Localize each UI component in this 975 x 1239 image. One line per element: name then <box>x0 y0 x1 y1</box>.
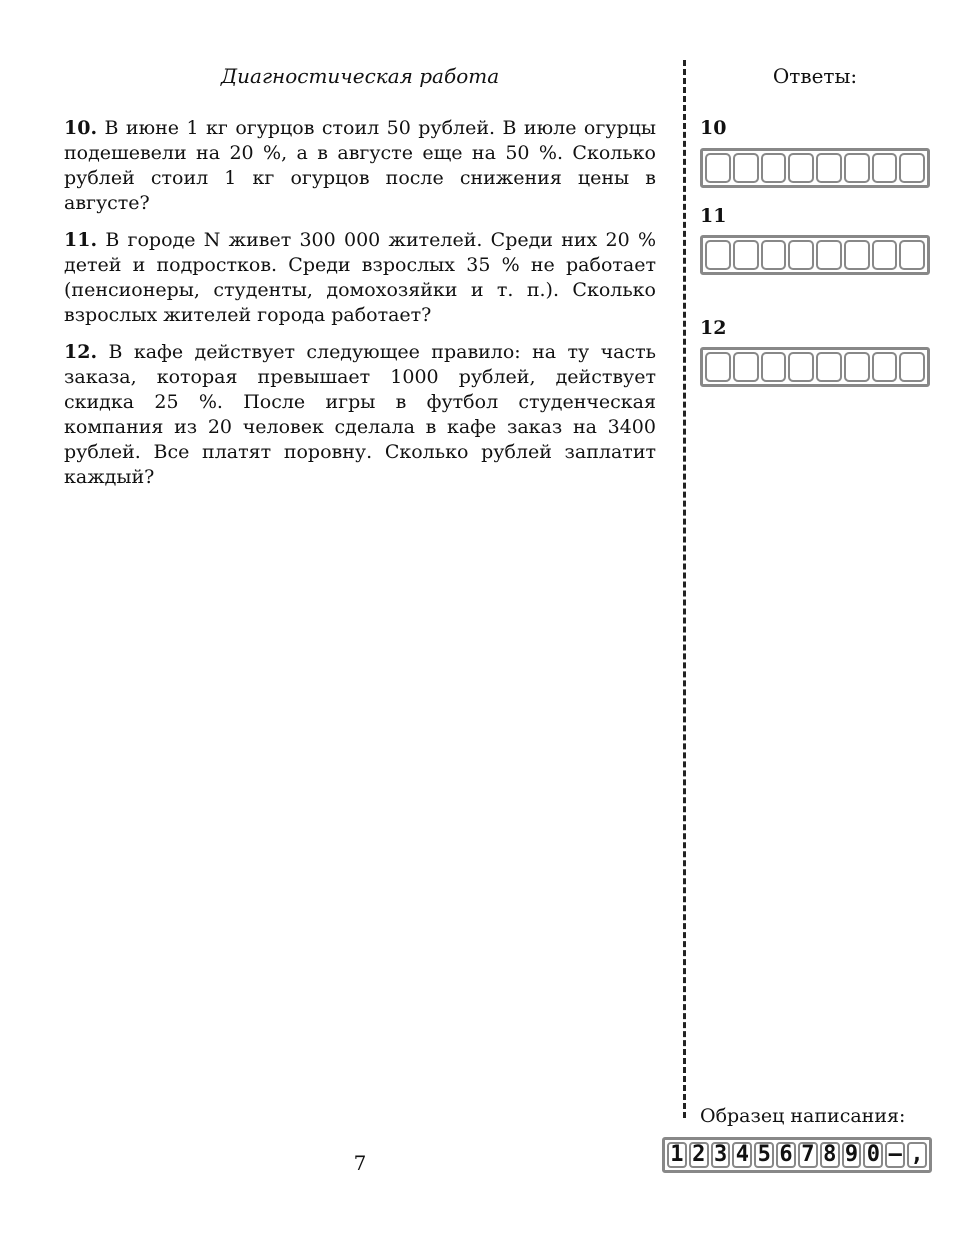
answer-cell[interactable] <box>816 240 842 270</box>
sample-char: – <box>885 1142 905 1168</box>
task-text: В июне 1 кг огурцов стоил 50 рублей. В июле огурцы подешевели на 20 %, а в августе еще на 50 %. Сколько рублей стоил 1 кг огурцов после снижения цены в августе? <box>64 117 656 214</box>
answer-cell[interactable] <box>788 352 814 382</box>
answer-grid-12[interactable] <box>700 347 930 387</box>
answer-cell[interactable] <box>899 352 925 382</box>
task-list <box>64 116 656 502</box>
answer-grid-10[interactable] <box>700 148 930 188</box>
sample-char: 6 <box>776 1142 796 1168</box>
dashed-divider <box>683 60 686 1118</box>
answer-cell[interactable] <box>899 240 925 270</box>
answer-cell[interactable] <box>733 352 759 382</box>
answer-cell[interactable] <box>844 240 870 270</box>
answer-cell[interactable] <box>761 352 787 382</box>
answer-cell[interactable] <box>872 352 898 382</box>
sample-writing-grid <box>662 1137 932 1173</box>
answer-cell[interactable] <box>844 352 870 382</box>
answer-cell[interactable] <box>705 352 731 382</box>
sample-char: 3 <box>711 1142 731 1168</box>
page-number: 7 <box>353 1151 367 1175</box>
sample-char: 8 <box>820 1142 840 1168</box>
answer-cell[interactable] <box>705 153 731 183</box>
answer-label-11: 11 <box>700 205 727 227</box>
task-11 <box>64 228 656 328</box>
task-number: 10. <box>64 117 98 139</box>
answer-cell[interactable] <box>844 153 870 183</box>
task-text: В кафе действует следующее правило: на ту часть заказа, которая превышает 1000 рублей, действует скидка 25 %. После игры в футбол студенческая компания из 20 человек сделала в кафе заказ на 3400 рублей. Все платят поровну. Сколько рублей заплатит каждый? <box>64 341 656 488</box>
task-number: 11. <box>64 229 98 251</box>
answer-cell[interactable] <box>816 352 842 382</box>
sample-char: 0 <box>863 1142 883 1168</box>
answer-cell[interactable] <box>872 240 898 270</box>
answer-cell[interactable] <box>761 240 787 270</box>
answer-cell[interactable] <box>733 153 759 183</box>
answer-cell[interactable] <box>816 153 842 183</box>
running-header: Диагностическая работа <box>220 64 500 88</box>
task-12 <box>64 340 656 490</box>
answer-label-10: 10 <box>700 117 727 139</box>
answer-cell[interactable] <box>788 240 814 270</box>
answer-grid-11[interactable] <box>700 235 930 275</box>
sample-writing-title: Образец написания: <box>700 1105 906 1127</box>
answers-heading: Ответы: <box>772 64 858 88</box>
sample-char: 7 <box>798 1142 818 1168</box>
sample-char: 4 <box>732 1142 752 1168</box>
sample-char: 1 <box>667 1142 687 1168</box>
task-text: В городе N живет 300 000 жителей. Среди них 20 % детей и подростков. Среди взрослых 35 % не работает (пенсионеры, студенты, домохозяйки и т. п.). Сколько взрослых жителей города работает? <box>64 229 656 326</box>
sample-char: , <box>907 1142 927 1168</box>
answer-cell[interactable] <box>733 240 759 270</box>
answer-cell[interactable] <box>705 240 731 270</box>
answer-label-12: 12 <box>700 317 727 339</box>
answer-cell[interactable] <box>761 153 787 183</box>
task-10 <box>64 116 656 216</box>
answer-cell[interactable] <box>899 153 925 183</box>
sample-char: 9 <box>842 1142 862 1168</box>
sample-char: 5 <box>754 1142 774 1168</box>
answer-cell[interactable] <box>872 153 898 183</box>
task-number: 12. <box>64 341 98 363</box>
answer-cell[interactable] <box>788 153 814 183</box>
sample-char: 2 <box>689 1142 709 1168</box>
